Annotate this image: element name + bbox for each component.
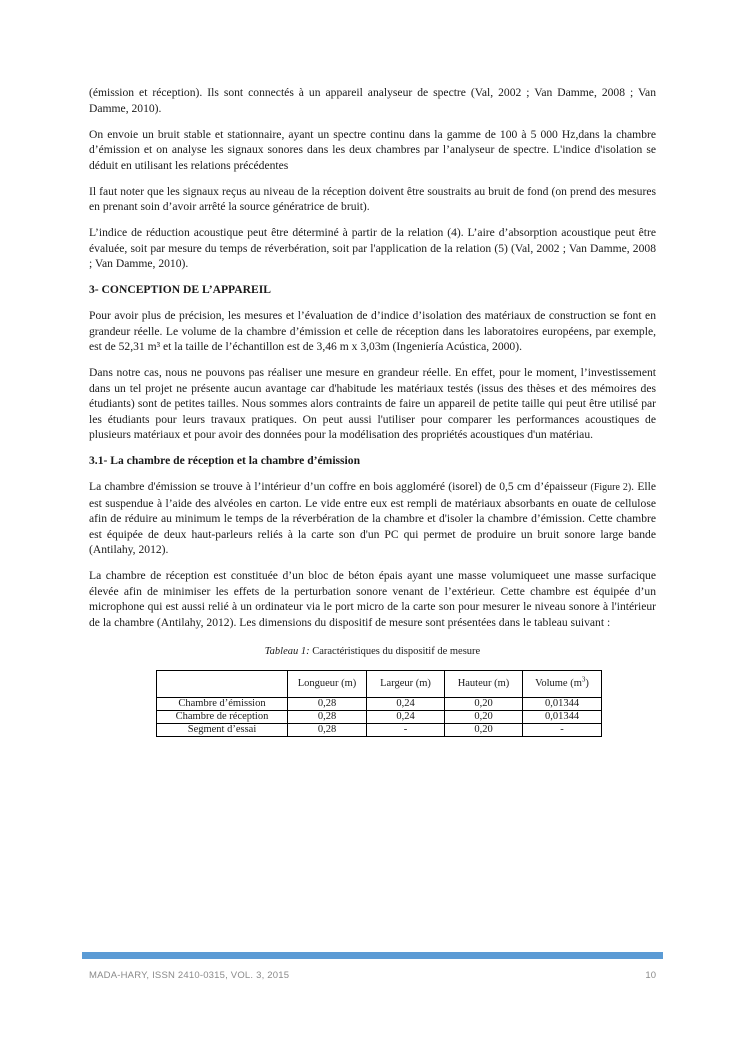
table-cell: 0,28 [288,710,367,723]
table-cell: 0,24 [367,697,445,710]
paragraph-7 [89,479,656,558]
table-cell: - [367,723,445,736]
paragraph-7-start: La chambre d'émission se trouve à l’intérieur d’un coffre en bois aggloméré (isorel) de 0,5 cm d’épaisseur [89,480,591,493]
volume-exponent: 3 [581,675,586,683]
table-cell: 0,01344 [523,697,602,710]
paragraph-7-end: . Elle est suspendue à l’aide des alvéoles en carton. Le vide entre eux est rempli de matériaux absorbants en ouate de cellulose afin de réduire au minimum le temps de la réverbération de la chambre et d'isoler la chambre d’émission. Cette chambre est équipée de deux haut-parleurs reliés à la carte son d'un PC qui permet de produire un bruit sonore large bande (Antilahy, 2012). [89,480,657,556]
table-header-length: Longueur (m) [288,670,367,697]
paragraph-8: La chambre de réception est constituée d’un bloc de béton épais ayant une masse volumiqueet une masse surfacique élevée afin de minimiser les effets de la perturbation sonore venant de l’extérieur. Cette chambre est équipée d’un microphone qui est aussi relié à un ordinateur via le port micro de la carte son pour mesurer le niveau sonore à l'intérieur de la chambre (Antilahy, 2012). Les dimensions du dispositif de mesure sont présentées dans le tableau suivant : [89,569,656,629]
table-cell: 0,28 [288,697,367,710]
table-header-empty [157,670,288,697]
table-cell: Chambre de réception [157,710,288,723]
table-caption-label: Tableau 1: [264,646,310,657]
table-row [157,697,602,710]
table-cell: 0,20 [445,697,523,710]
footer-divider-bar [82,952,663,959]
figure-reference: (Figure 2) [590,482,632,493]
table-cell: 0,20 [445,710,523,723]
table-cell: 0,01344 [523,710,602,723]
table-row [157,710,602,723]
table-cell: 0,28 [288,723,367,736]
table-cell: - [523,723,602,736]
table-cell: Segment d’essai [157,723,288,736]
paragraph-1: (émission et réception). Ils sont connectés à un appareil analyseur de spectre (Val, 2002 ; Van Damme, 2008 ; Van Damme, 2010). [89,86,656,115]
table-header-height: Hauteur (m) [445,670,523,697]
table-row [157,723,602,736]
section-heading-3: 3- CONCEPTION DE L’APPAREIL [89,283,271,296]
table-header-width: Largeur (m) [367,670,445,697]
table-caption [89,644,656,660]
dimensions-table [156,670,602,737]
table-header-row [157,670,602,697]
volume-close: ) [585,677,589,689]
paragraph-2: On envoie un bruit stable et stationnaire, ayant un spectre continu dans la gamme de 100 à 5 000 Hz,dans la chambre d’émission et on analyse les signaux sonores dans les deux chambres par l’analyseur de spectre. L'indice d'isolation se déduit en utilisant les relations précédentes [89,127,656,172]
table-cell: 0,20 [445,723,523,736]
paragraph-6: Dans notre cas, nous ne pouvons pas réaliser une mesure en grandeur réelle. En effet, pour le moment, l’investissement dans un tel projet ne présente aucun avantage car d'habitude les matériaux testés (issus des thèses et des mémoires des étudiants) sont de petites tailles. Nous sommes alors contraints de faire un appareil de petite taille qui peut être utilisé par les étudiants pour leurs travaux pratiques. On peut aussi l'utiliser pour comparer les performances acoustiques de plusieurs matériaux et pour avoir des données pour la modélisation des propriétés acoustiques d'un matériau. [89,366,656,441]
table-caption-text: Caractéristiques du dispositif de mesure [309,646,481,657]
section-heading-3-1: 3.1- La chambre de réception et la chambre d’émission [89,454,361,467]
paragraph-3: Il faut noter que les signaux reçus au niveau de la réception doivent être soustraits au bruit de fond (on prend des mesures en prenant soin d’avoir arrêté la source génératrice de bruit). [89,184,656,213]
table-header-volume [523,670,602,697]
footer-journal: MADA-HARY, ISSN 2410-0315, VOL. 3, 2015 [89,970,290,981]
table-cell: Chambre d’émission [157,697,288,710]
paragraph-4: L’indice de réduction acoustique peut être déterminé à partir de la relation (4). L’aire d’absorption acoustique peut être évaluée, soit par mesure du temps de réverbération, soit par l'application de la relation (5) (Val, 2002 ; Van Damme, 2008 ; Van Damme, 2010). [89,226,656,270]
volume-label: Volume (m [535,677,582,689]
table-cell: 0,24 [367,710,445,723]
page-content [89,85,656,737]
paragraph-5: Pour avoir plus de précision, les mesures et l’évaluation de d’indice d’isolation des matériaux de construction se font en grandeur réelle. Le volume de la chambre d’émission et celle de réception dans les laboratoires européens, par exemple, est de 52,31 m³ et la taille de l’échantillon est de 3,46 m x 3,03m (Ingeniería Acústica, 2000). [89,309,656,353]
page-number: 10 [645,970,656,981]
